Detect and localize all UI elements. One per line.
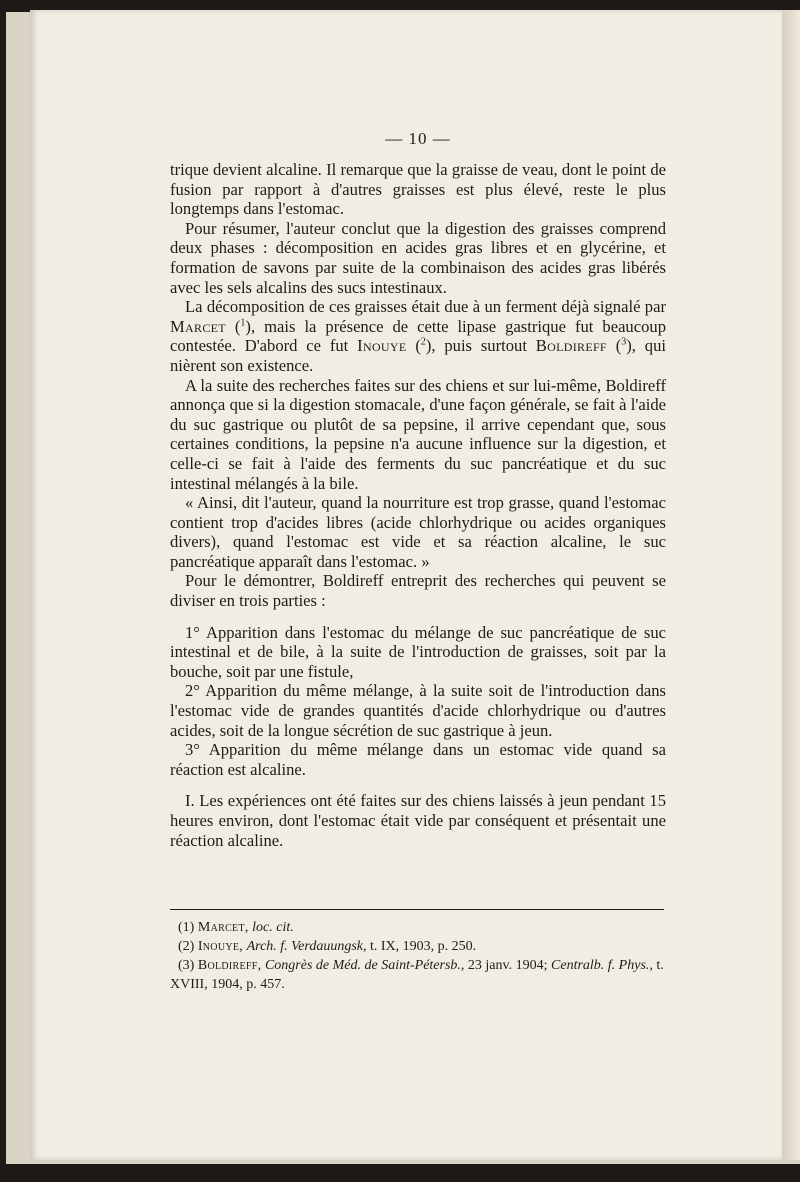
author-marcet: Marcet	[170, 316, 226, 336]
paragraph-5: « Ainsi, dit l'auteur, quand la nourriture est trop grasse, quand l'estomac contient trop d'acides libres (acide chlorhydrique ou acides organiques divers), quand l'estomac est vide et sa réaction alcaline, le suc pancréatique apparaît dans l'estomac. »	[170, 493, 666, 571]
paragraph-7: I. Les expériences ont été faites sur des chiens laissés à jeun pendant 15 heures environ, dont l'estomac était vide par conséquent et présentait une réaction alcaline.	[170, 791, 666, 850]
paragraph-4: A la suite des recherches faites sur des chiens et sur lui-même, Boldireff annonça que si la digestion stomacale, d'une façon générale, se fait à l'aide du suc gastrique ou plutôt de sa pepsine, il arrive cependant que, sous certaines conditions, la pepsine n'a aucune influence sur la digestion, et celle-ci se fait à l'aide des ferments du suc pancréatique et du suc intestinal mélangés à la bile.	[170, 375, 666, 493]
paragraph-3: La décomposition de ces graisses était due à un ferment déjà signalé par Marcet ($^1$), mais la présence de cette lipase gastrique fut beaucoup contestée. D'abord ce fut Inouye ($^2$), puis surtout Boldireff ($^3$), qui nièrent son existence.	[170, 297, 666, 375]
spacer	[170, 611, 666, 623]
footnote-2: (2) Inouye, Arch. f. Verdauungsk, t. IX, 1903, p. 250.	[178, 939, 477, 954]
footnotes	[170, 918, 670, 994]
footnote-1: (1) Marcet, loc. cit.	[178, 920, 294, 935]
footnote-ref-1: 1	[240, 317, 246, 329]
spacer	[170, 779, 666, 791]
footnote-ref-3: 3	[621, 336, 627, 348]
list-item-3: 3° Apparition du même mélange dans un estomac vide quand sa réaction est alcaline.	[170, 740, 666, 779]
author-boldireff: Boldireff	[535, 336, 607, 356]
paragraph-3-d: , qui nièrent son existence.	[170, 336, 666, 375]
paragraph-3-c: , puis surtout	[431, 336, 527, 356]
paragraph-3-b: , mais la présence de cette lipase gastrique fut beaucoup contestée. D'abord ce fut	[170, 316, 666, 356]
page-number: — 10 —	[385, 129, 451, 148]
footnote-rule	[170, 909, 664, 910]
main-text	[170, 160, 666, 850]
paragraph-2: Pour résumer, l'auteur conclut que la digestion des graisses comprend deux phases : décomposition en acides gras libres et en glycérine, et formation de savons par suite de la combinaison des acides gras libérés avec les sels alcalins des sucs intestinaux.	[170, 218, 666, 297]
page-edge	[782, 10, 800, 1160]
list-item-2: 2° Apparition du même mélange, à la suite soit de l'introduction dans l'estomac vide de grandes quantités d'acide chlorhydrique ou d'autres acides, soit de la longue sécrétion de suc gastrique à jeun.	[170, 681, 666, 740]
list-item-1: 1° Apparition dans l'estomac du mélange de suc pancréatique de suc intestinal et de bile, à la suite de l'introduction de graisses, soit par la bouche, soit par une fistule,	[170, 622, 666, 681]
author-inouye: Inouye	[357, 336, 407, 356]
footnote-ref-2: 2	[420, 336, 426, 348]
paragraph-3-a: La décomposition de ces graisses était due à un ferment déjà signalé par	[185, 297, 666, 317]
paragraph-1: trique devient alcaline. Il remarque que la graisse de veau, dont le point de fusion par rapport à d'autres graisses est plus élevé, reste le plus longtemps dans l'estomac.	[170, 160, 666, 219]
footnote-3: (3) Boldireff, Congrès de Méd. de Saint-Pétersb., 23 janv. 1904; Centralb. f. Phys., t. XVIII, 1904, p. 457.	[170, 958, 664, 992]
paragraph-6: Pour le démontrer, Boldireff entreprit des recherches qui peuvent se diviser en trois parties :	[170, 571, 666, 611]
